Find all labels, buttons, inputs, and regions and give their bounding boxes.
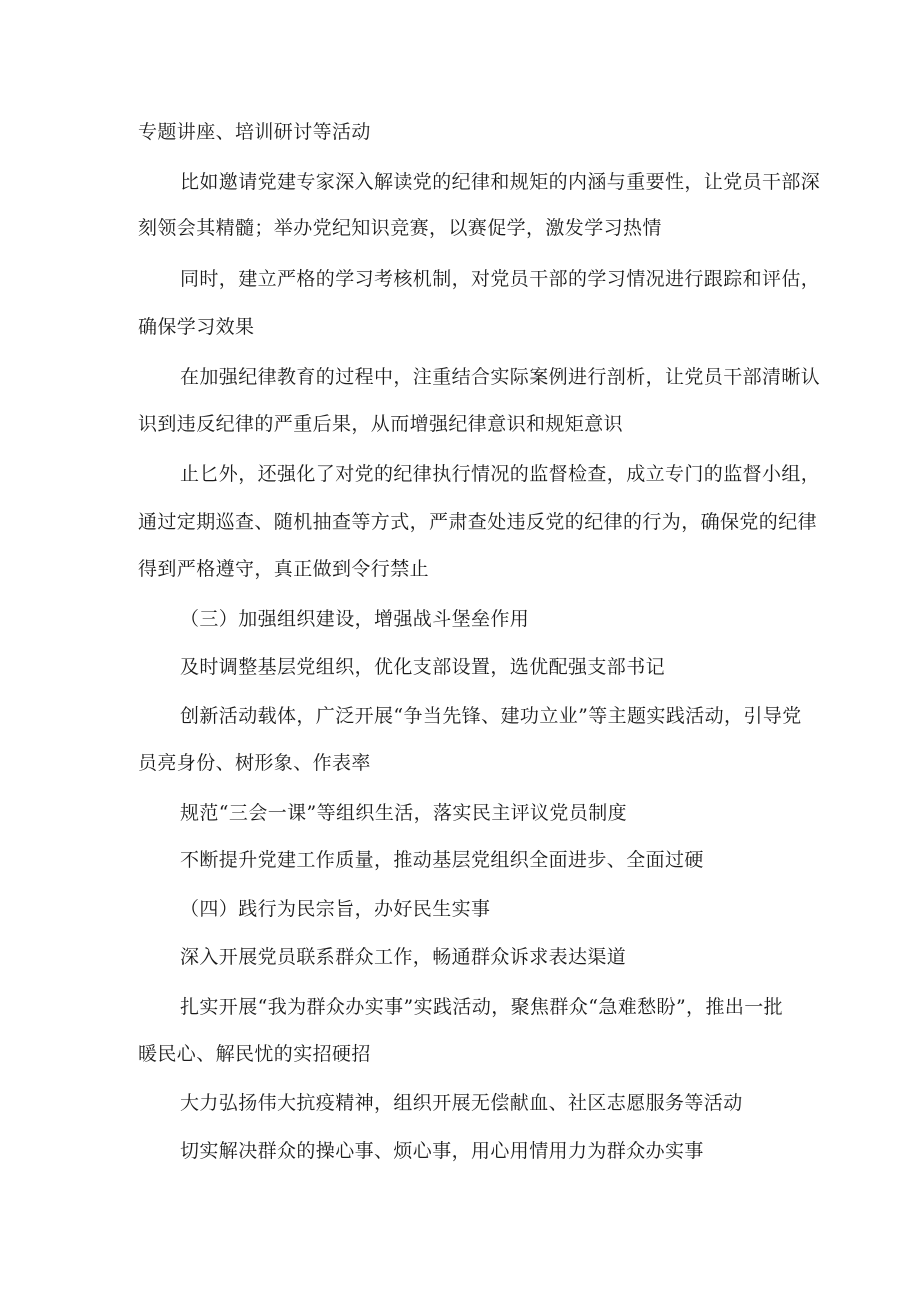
body-text-line: 识到违反纪律的严重后果，从而增强纪律意识和规矩意识 [138, 413, 624, 435]
section-heading: （四）践行为民宗旨，办好民生实事 [180, 898, 491, 920]
body-text-line: 得到严格遵守，真正做到令行禁止 [138, 558, 430, 580]
body-text-line: 不断提升党建工作质量，推动基层党组织全面进步、全面过硬 [180, 849, 704, 871]
body-text-line: 创新活动载体，广泛开展“争当先锋、建功立业”等主题实践活动，引导党 [180, 705, 802, 727]
body-text-line: 在加强纪律教育的过程中，注重结合实际案例进行剖析，让党员干部清晰认 [180, 366, 821, 388]
body-text-line: 切实解决群众的操心事、烦心事，用心用情用力为群众办实事 [180, 1140, 704, 1162]
body-text-line: 大力弘扬伟大抗疫精神，组织开展无偿献血、社区志愿服务等活动 [180, 1092, 743, 1114]
body-text-line: 及时调整基层党组织，优化支部设置，选优配强支部书记 [180, 656, 666, 678]
body-text-line: 暖民心、解民忧的实招硬招 [138, 1043, 371, 1065]
body-text-line: 止匕外，还强化了对党的纪律执行情况的监督检查，成立专门的监督小组， [180, 463, 821, 485]
body-text-line: 员亮身份、树形象、作表率 [138, 752, 371, 774]
section-heading: （三）加强组织建设，增强战斗堡垒作用 [180, 608, 530, 630]
body-text-line: 扎实开展“我为群众办实事”实践活动，聚焦群众“急难愁盼”，推出一批 [180, 996, 784, 1018]
body-text-line: 通过定期巡查、随机抽查等方式，严肃查处违反党的纪律的行为，确保党的纪律 [138, 511, 818, 533]
body-text-line: 比如邀请党建专家深入解读党的纪律和规矩的内涵与重要性，让党员干部深 [180, 171, 821, 193]
body-text-line: 规范“三会一课”等组织生活，落实民主评议党员制度 [180, 802, 628, 824]
body-text-line: 专题讲座、培训研讨等活动 [138, 121, 371, 143]
body-text-line: 刻领会其精髓；举办党纪知识竞赛，以赛促学，激发学习热情 [138, 217, 662, 239]
body-text-line: 深入开展党员联系群众工作，畅通群众诉求表达渠道 [180, 946, 627, 968]
body-text-line: 同时，建立严格的学习考核机制，对党员干部的学习情况进行跟踪和评估， [180, 268, 821, 290]
body-text-line: 确保学习效果 [138, 316, 255, 338]
